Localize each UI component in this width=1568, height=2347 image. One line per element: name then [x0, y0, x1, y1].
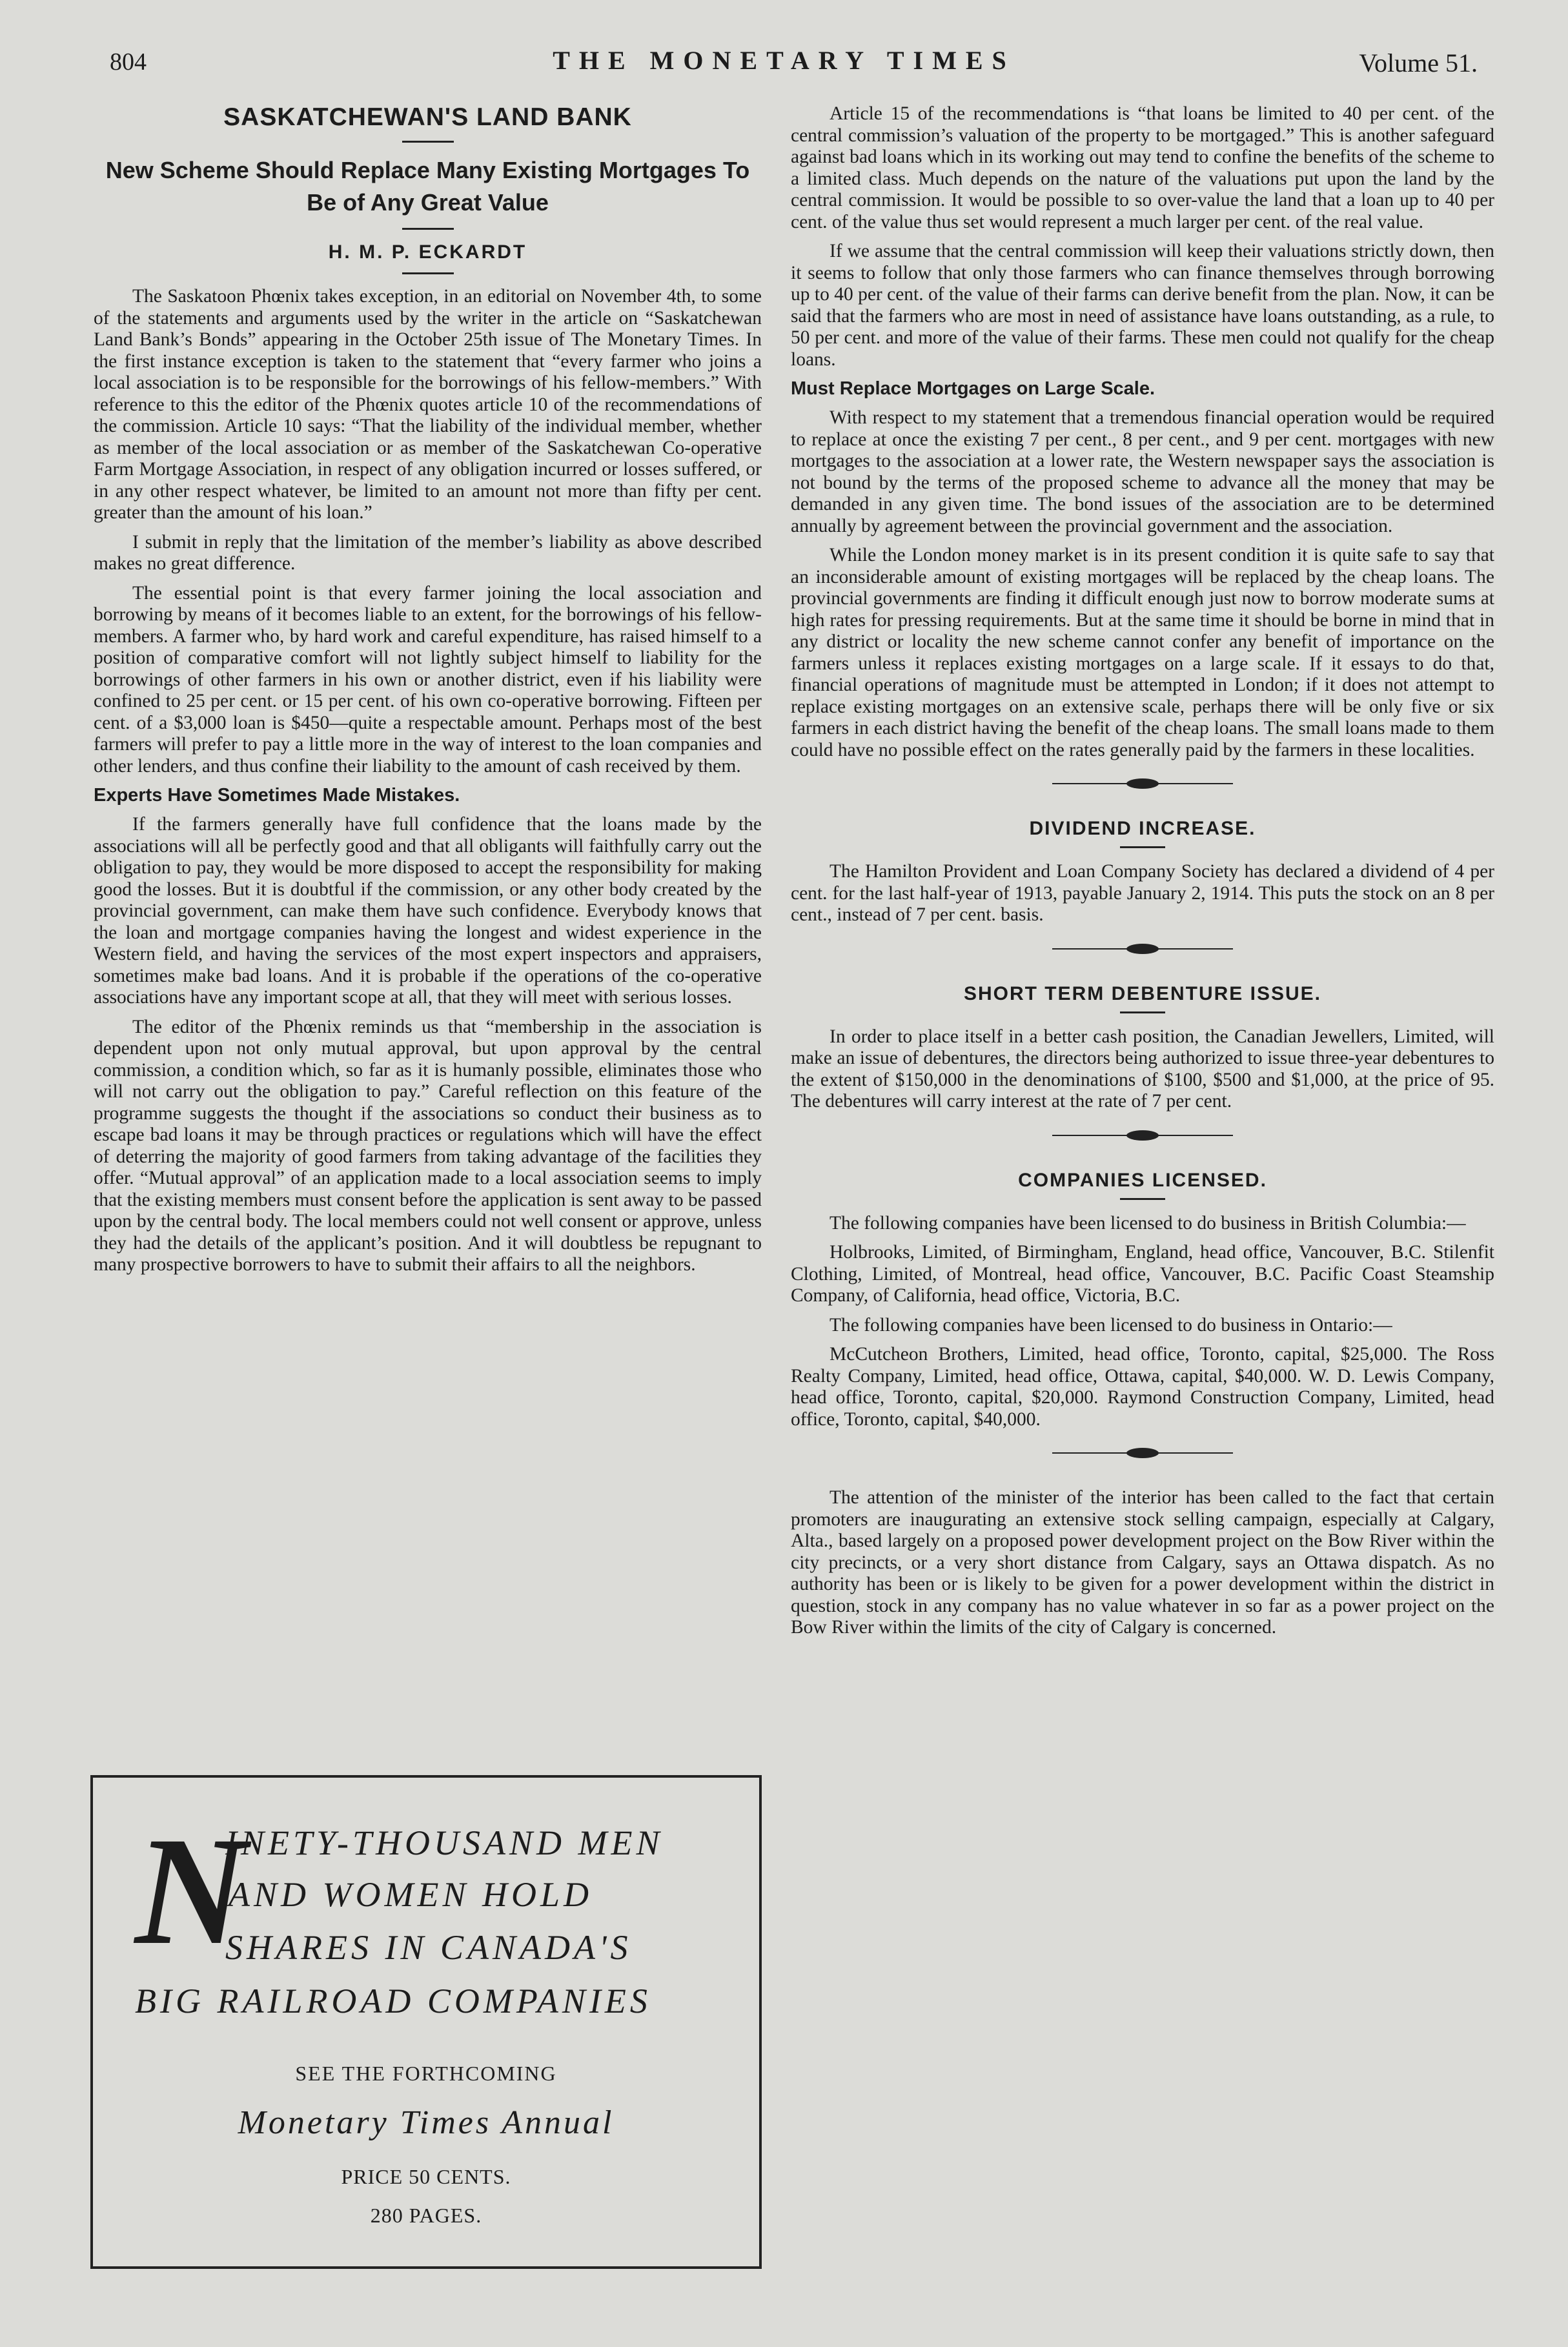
- volume-label: Volume 51.: [1359, 48, 1478, 77]
- article-subtitle: New Scheme Should Replace Many Existing Mortgages To Be of Any Great Value: [105, 157, 750, 216]
- ad-line: BIG RAILROAD COMPANIES: [135, 1982, 651, 2020]
- ad-pages: 280 PAGES.: [370, 2204, 482, 2227]
- left-column: [94, 103, 762, 1284]
- paragraph: While the London money market is in its present condition it is quite safe to say that an inconsiderable amount of existing mortgages will be replaced by the cheap loans. The provincial governments are finding it difficult enough just now to borrow moderate sums at high rates for pressing requirements. But at the same time it should be borne in mind that in any district or locality the new scheme cannot confer any benefit of importance on the farmers unless it replaces existing mortgages on a large scale. If it essays to do that, financial operations of magnitude must be attempted in London; if it does not attempt to replace existing mortgages on an extensive scale, perhaps there will be only five or six farmers in each district having the benefit of the cheap loans. The small loans made to them could have no possible effect on the rates generally paid by the farmers in these localities.: [791, 545, 1494, 760]
- byline: H. M. P. ECKARDT: [328, 241, 527, 263]
- paragraph: If we assume that the central commission will keep their valuations strictly down, then it seems to follow that only those farmers who can finance themselves through borrowing up to 40 per cent. of the value of their farms can derive benefit from the plan. Now, it can be said that the farmers who are most in need of assistance have loans outstanding, as a rule, to 50 per cent. and more of the value of their farms. These men could not qualify for the cheap loans.: [791, 241, 1495, 370]
- title-rule: [402, 141, 454, 143]
- ad-initial: N: [135, 1805, 247, 1976]
- dividend-heading: DIVIDEND INCREASE.: [1029, 818, 1256, 839]
- debenture-heading: SHORT TERM DEBENTURE ISSUE.: [963, 982, 1322, 1004]
- companies-rule: [1120, 1198, 1165, 1200]
- ad-line: AND WOMEN HOLD: [229, 1875, 593, 1914]
- dividend-text: The Hamilton Provident and Loan Company Society has declared a dividend of 4 per cent. for the last half-year of 1913, payable January 2, 1914. This puts the stock on an 8 per cent., instead of 7 per cent. basis.: [791, 861, 1494, 925]
- page-number: 804: [110, 48, 147, 76]
- paragraph: With respect to my statement that a tremendous financial operation would be required to replace at once the existing 7 per cent., 8 per cent., and 9 per cent. mortgages with new mortgages to the association at a lower rate, the Western newspaper says the association is not bound by the terms of the proposed scheme to advance all the money that may be demanded in any given time. The bond issues of the association are to be determined annually by agreement between the provincial government and the association.: [791, 407, 1494, 536]
- paragraph: The essential point is that every farmer joining the local association and borrowing by means of it becomes liable to an extent, for the borrowings of his fellow-members. A farmer who, by hard work and careful expenditure, has raised himself to a position of comparative comfort will not lightly subject himself to liability for the borrowings of other farmers in his own or another district, even if his liability were confined to 25 per cent. or 15 per cent. of his own co-operative borrowing. Fifteen per cent. of a $3,000 loan is $450—quite a respectable amount. Perhaps most of the best farmers will prefer to pay a little more in the way of interest to the loan companies and other lenders, and thus confine their liability to the amount of cash received by them.: [94, 582, 762, 777]
- debenture-rule: [1120, 1011, 1165, 1013]
- dividend-rule: [1120, 846, 1165, 848]
- ad-see: SEE THE FORTHCOMING: [295, 2062, 557, 2085]
- byline-rule: [402, 272, 454, 274]
- annual-advertisement: [90, 1775, 762, 2269]
- paragraph: The following companies have been licensed to do business in British Columbia:—: [830, 1212, 1466, 1234]
- paragraph: The Saskatoon Phœnix takes exception, in an editorial on November 4th, to some of the statements and arguments used by the writer in the article on “Saskatchewan Land Bank’s Bonds” appearing in the October 25th issue of The Monetary Times. In the first instance exception is taken to the statement that “every farmer who joins a local association is to be responsible for the borrowings of his fellow-members.” With reference to this the editor of the Phœnix quotes article 10 of the recommendations of the commission. Article 10 says: “That the liability of the individual member, whether as member of the local association or as member of the Saskatchewan Co-operative Farm Mortgage Association, in respect of any obligation incurred or losses suffered, or in any other respect whatever, be limited to an amount not more than fifty per cent. greater than the amount of his loan.”: [94, 286, 762, 523]
- section-ornament: [1052, 1445, 1233, 1461]
- paragraph: I submit in reply that the limitation of the member’s liability as above described makes no great difference.: [94, 531, 762, 574]
- subheading-mortgages: Must Replace Mortgages on Large Scale.: [791, 378, 1156, 399]
- article-title: SASKATCHEWAN'S LAND BANK: [223, 103, 632, 131]
- ad-line: SHARES IN CANADA'S: [225, 1928, 632, 1967]
- subheading-experts: Experts Have Sometimes Made Mistakes.: [94, 785, 460, 806]
- section-ornament: [1052, 775, 1233, 792]
- section-ornament: [1052, 1127, 1233, 1144]
- ad-line: INETY-THOUSAND MEN: [225, 1824, 664, 1862]
- ad-annual-title: Monetary Times Annual: [238, 2104, 615, 2141]
- debenture-text: In order to place itself in a better cash position, the Canadian Jewellers, Limited, will make an issue of debentures, the directors being authorized to issue three-year debentures to the extent of $150,000 in the denominations of $100, $500 and $1,000, at the price of 95. The debentures will carry interest at the rate of 7 per cent.: [791, 1026, 1494, 1112]
- paragraph: If the farmers generally have full confidence that the loans made by the associations will all be perfectly good and that all obligants will faithfully carry out the obligation to pay, they would be more disposed to accept the responsibility for making good the losses. But it is doubtful if the commission, or any other body created by the provincial government, can make them have such confidence. Everybody knows that the loan and mortgage companies having the longest and widest experience in the Western field, and having the services of the most expert inspectors and appraisers, sometimes make bad loans. And it is probable if the operations of the co-operative associations have any important scope at all, that they will meet with serious losses.: [94, 814, 762, 1008]
- paragraph: Article 15 of the recommendations is “that loans be limited to 40 per cent. of the central commission’s valuation of the property to be mortgaged.” This is another safeguard against bad loans which in its working out may tend to confine the benefits of the scheme to a limited class. Much depends on the nature of the valuations put upon the land by the central commission. It would be possible to so over-value the land that a loan up to 40 per cent. of the value thus set would represent a much larger per cent. of the real value.: [791, 103, 1494, 232]
- paragraph: McCutcheon Brothers, Limited, head office, Toronto, capital, $25,000. The Ross Realty Company, Limited, head office, Ottawa, capital, $40,000. W. D. Lewis Company, head office, Toronto, capital, $20,000. Raymond Construction Company, Limited, head office, Toronto, capital, $40,000.: [791, 1344, 1494, 1430]
- section-ornament: [1052, 940, 1233, 957]
- ad-price: PRICE 50 CENTS.: [341, 2165, 511, 2188]
- paragraph: The editor of the Phœnix reminds us that “membership in the association is dependent upon not only mutual approval, but upon approval by the central commission, a condition which, so far as it is humanly possible, eliminates those who will not carry out the obligation to pay.” Careful reflection on this feature of the programme suggests the thought if the associations so conduct their business as to escape bad loans it may be through practices or regulations which will have the effect of deterring the majority of good farmers from taking advantage of the facilities they offer. “Mutual approval” of an application made to a local association seems to imply that the existing members must consent before the application is sent away to be passed upon by the central body. The local members could not well consent or approve, unless they had the details of the applicant’s position. And it will doubtless be repugnant to many prospective borrowers to have to submit their affairs to all the neighbors.: [94, 1016, 762, 1275]
- right-column: [791, 103, 1494, 1647]
- subtitle-rule: [402, 228, 454, 230]
- running-header: [0, 45, 1568, 84]
- journal-title: THE MONETARY TIMES: [553, 46, 1015, 75]
- paragraph: Holbrooks, Limited, of Birmingham, England, head office, Vancouver, B.C. Stilenfit Clothing, Limited, of Montreal, head office, Vancouver, B.C. Pacific Coast Steamship Company, of California, head office, Victoria, B.C.: [791, 1242, 1494, 1306]
- paragraph: The following companies have been licensed to do business in Ontario:—: [830, 1314, 1392, 1336]
- companies-heading: COMPANIES LICENSED.: [1018, 1169, 1267, 1191]
- calgary-text: The attention of the minister of the interior has been called to the fact that certain promoters are inaugurating an extensive stock selling campaign, especially at Calgary, Alta., based largely on a proposed power development project on the Bow River within the city precincts, or a very short distance from Calgary, says an Ottawa dispatch. As no authority has been or is likely to be given for a power development within the district in question, stock in any company has no value whatever in so far as a power project on the Bow River within the limits of the city of Calgary is concerned.: [791, 1487, 1494, 1638]
